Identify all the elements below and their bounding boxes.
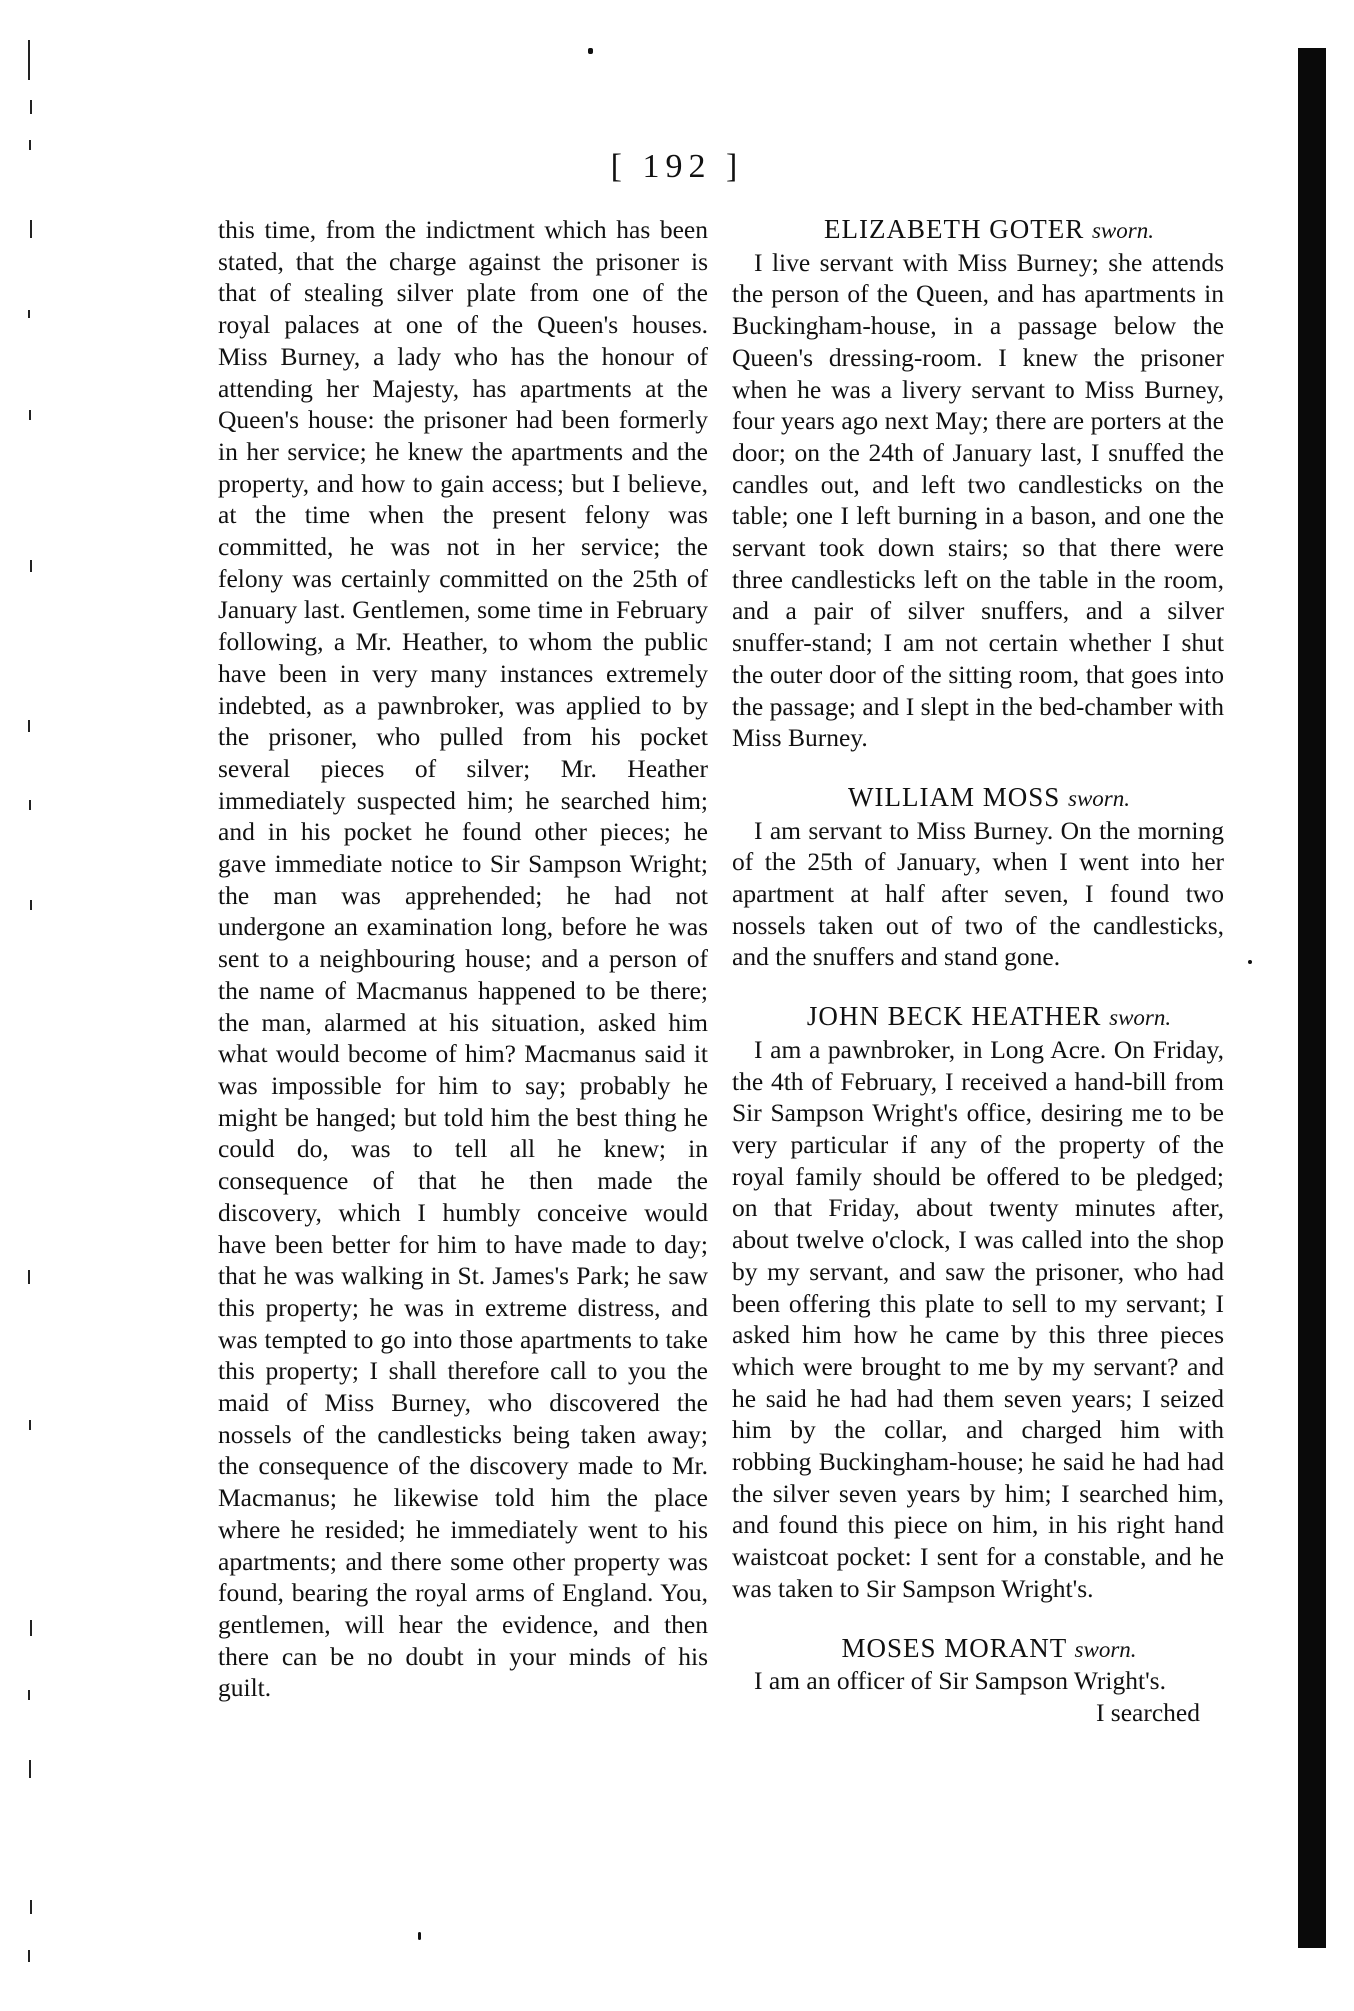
witness-name: WILLIAM MOSS [848, 781, 1061, 812]
scan-margin-specks [18, 40, 48, 1970]
left-column [218, 214, 708, 1704]
catchword: I searched [1095, 1697, 1200, 1727]
witness-heading [732, 214, 1224, 247]
sworn-label: sworn. [1068, 785, 1130, 811]
testimony-section [732, 214, 1224, 754]
testimony-text: I am servant to Miss Burney. On the morning of the 25th of January, when I went into her apartment at half after seven, I found two nossels taken out of two of the candlesticks, and the snuffers and stand gone. [732, 815, 1224, 972]
witness-name: MOSES MORANT [841, 1632, 1067, 1663]
scan-edge-shadow [1298, 48, 1326, 1948]
witness-heading [732, 1001, 1224, 1034]
testimony-text: I am an officer of Sir Sampson Wright's. [754, 1666, 1166, 1696]
testimony-section [732, 1633, 1224, 1729]
ink-speck [1248, 960, 1252, 964]
witness-heading [732, 1633, 1224, 1666]
right-column [732, 214, 1224, 1729]
sworn-label: sworn. [1074, 1636, 1137, 1662]
witness-name: ELIZABETH GOTER [824, 214, 1085, 244]
witness-heading [732, 782, 1224, 815]
ink-speck [418, 1932, 421, 1940]
witness-name: JOHN BECK HEATHER [806, 1001, 1102, 1032]
ink-speck [588, 48, 593, 54]
testimony-text: I am a pawnbroker, in Long Acre. On Friday, the 4th of February, I received a hand-bill from Sir Sampson Wright's office, desiring me to be very particular if any of the property of the royal family should be offered to be pledged; on that Friday, about twenty minutes after, about twelve o'clock, I was called into the shop by my servant, and saw the prisoner, who had been offering this plate to sell to my servant; I asked him how he came by this three pieces which were brought to me by my servant? and he said he had had them seven years; I seized him by the collar, and charged him with robbing Buckingham-house; he said he had had the silver seven years by him; I searched him, and found this piece on him, in his right hand waistcoat pocket: I sent for a constable, and he was taken to Sir Sampson Wright's. [732, 1034, 1224, 1603]
page-number: [ 192 ] [610, 148, 744, 185]
left-column-text: this time, from the indictment which has been stated, that the charge against the prisoner is that of stealing silver plate from one of the royal palaces at one of the Queen's houses. Miss Burney, a lady who has the honour of attending her Majesty, has apartments at the Queen's house: the prisoner had been formerly in her service; he knew the apartments and the property, and how to gain access; but I believe, at the time when the present felony was committed, he was not in her service; the felony was certainly committed on the 25th of January last. Gentlemen, some time in February following, a Mr. Heather, to whom the public have been in very many instances extremely indebted, as a pawnbroker, was applied to by the prisoner, who pulled from his pocket several pieces of silver; Mr. Heather immediately suspected him; he searched him; and in his pocket he found other pieces; he gave immediate notice to Sir Sampson Wright; the man was apprehended; he had not undergone an examination long, before he was sent to a neighbouring house; and a person of the name of Macmanus happened to be there; the man, alarmed at his situation, asked him what would become of him? Macmanus said it was impossible for him to say; probably he might be hanged; but told him the best thing he could do, was to tell all he knew; in consequence of that he then made the discovery, which I humbly conceive would have been better for him to have made to day; that he was walking in St. James's Park; he saw this property; he was in extreme distress, and was tempted to go into those apartments to take this property; I shall therefore call to you the maid of Miss Burney, who discovered the nossels of the candlesticks being taken away; the consequence of the discovery made to Mr. Macmanus; he likewise told him the place where he resided; he immediately went to his apartments; and there some other property was found, bearing the royal arms of England. You, gentlemen, will hear the evidence, and then there can be no doubt in your minds of his guilt. [218, 215, 708, 1703]
testimony-text: I live servant with Miss Burney; she attends the person of the Queen, and has apartments in Buckingham-house, in a passage below the Queen's dressing-room. I knew the prisoner when he was a livery servant to Miss Burney, four years ago next May; there are porters at the door; on the 24th of January last, I snuffed the candles out, and left two candlesticks on the table; one I left burning in a bason, and one the servant took down stairs; so that there were three candlesticks left on the table in the room, and a pair of silver snuffers, and a silver snuffer-stand; I am not certain whether I shut the outer door of the sitting room, that goes into the passage; and I slept in the bed-chamber with Miss Burney. [732, 247, 1224, 753]
sworn-label: sworn. [1091, 218, 1154, 243]
testimony-section [732, 1001, 1224, 1604]
testimony-section [732, 782, 1224, 973]
sworn-label: sworn. [1109, 1005, 1172, 1031]
